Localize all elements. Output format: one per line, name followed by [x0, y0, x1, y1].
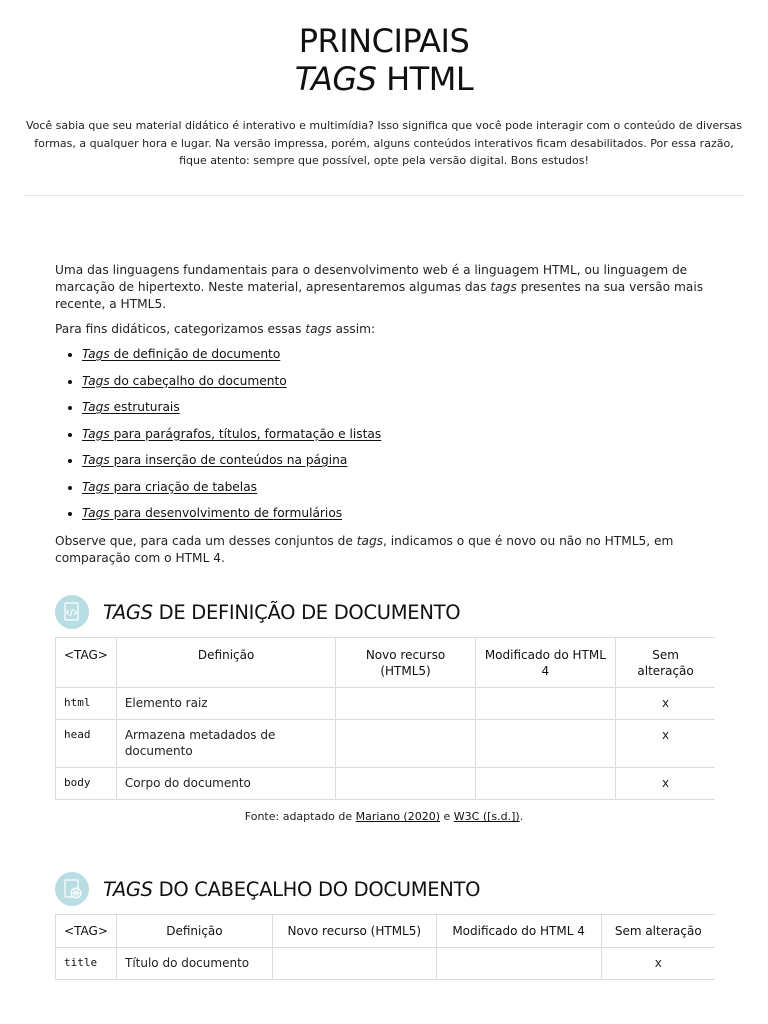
col-header-definicao: Definição [116, 638, 336, 688]
section-heading-cabecalho [55, 872, 480, 906]
source-link-w3c[interactable]: W3C ([s.d.]) [453, 810, 520, 823]
toc-link-italic: Tags [82, 506, 110, 520]
toc-link-italic: Tags [82, 453, 110, 467]
section-heading-definicao [55, 595, 460, 629]
table-header-row [56, 915, 716, 948]
novo-cell [336, 688, 475, 720]
p1-text: Uma das linguagens fundamentais para o desenvolvimento web é a linguagem HTML, ou linguagem de marcação de hipertexto. Neste material, apresentaremos algumas das [55, 263, 688, 294]
col-header-definicao: Definição [116, 915, 272, 948]
title-line-1: PRINCIPAIS [298, 22, 470, 60]
table-row [56, 688, 716, 720]
col-header-tag: <TAG> [56, 915, 117, 948]
tag-cell: html [56, 688, 117, 720]
paragraph-categories [55, 321, 715, 338]
p2-text: Para fins didáticos, categorizamos essas [55, 322, 306, 336]
col-header-sem-alteracao: Sem alteração [601, 915, 715, 948]
toc-link-italic: Tags [82, 479, 110, 494]
col-header-modificado: Modificado do HTML 4 [475, 638, 616, 688]
definition-cell: Armazena metadados de documento [116, 720, 336, 768]
sem-alteracao-cell: x [616, 720, 715, 768]
toc-link-insercao[interactable] [82, 453, 347, 467]
table-row [56, 720, 716, 768]
section-title-italic: TAGS [103, 877, 153, 901]
table-header-row [56, 638, 716, 688]
toc-link-text: para criação de tabelas [109, 479, 258, 494]
toc-link-text: para parágrafos, títulos, formatação e listas [109, 426, 382, 441]
p3-end: , indicamos o que é novo ou não no HTML5, em comparação com o HTML 4. [55, 533, 674, 565]
toc-link-cabecalho[interactable] [82, 374, 287, 388]
title-line-2 [0, 60, 768, 98]
toc-link-tabelas[interactable] [82, 480, 257, 494]
source-link-mariano[interactable]: Mariano (2020) [355, 810, 440, 823]
tag-cell: head [56, 720, 117, 768]
toc-link-formularios[interactable] [82, 506, 342, 520]
divider [24, 195, 744, 196]
table-row [56, 948, 716, 980]
sem-alteracao-cell: x [601, 948, 715, 980]
toc-list [55, 346, 715, 532]
intro-text: Você sabia que seu material didático é interativo e multimídia? Isso significa que você pode interagir com o conteúdo de diversas formas, a qualquer hora e lugar. Na versão impressa, porém, alguns conteúdos interativos ficam desabilitados. Por essa razão, fique atento: sempre que possível, opte pela versão digital. Bons estudos! [25, 119, 743, 167]
toc-link-italic: Tags [82, 347, 110, 361]
modificado-cell [475, 688, 616, 720]
p1-end: presentes na sua versão mais recente, a HTML5. [55, 280, 704, 311]
p3-text: Observe que, para cada um desses conjuntos de [55, 533, 357, 548]
toc-link-italic: Tags [82, 373, 110, 388]
definition-cell: Título do documento [116, 948, 272, 980]
p1-italic: tags [490, 280, 517, 294]
modificado-cell [475, 768, 616, 800]
col-header-novo: Novo recurso (HTML5) [336, 638, 475, 688]
tag-cell: body [56, 768, 117, 800]
sem-alteracao-cell: x [616, 768, 715, 800]
toc-link-text: do cabeçalho do documento [109, 373, 287, 388]
table-row [56, 768, 716, 800]
definition-cell: Elemento raiz [116, 688, 336, 720]
p3-italic: tags [356, 533, 384, 548]
col-header-tag: <TAG> [56, 638, 117, 688]
toc-item [82, 452, 715, 479]
table-source [0, 810, 768, 823]
globe-document-icon [55, 872, 89, 906]
toc-link-text: para inserção de conteúdos na página [109, 453, 348, 467]
col-header-novo: Novo recurso (HTML5) [272, 915, 436, 948]
col-header-modificado: Modificado do HTML 4 [436, 915, 601, 948]
toc-link-paragrafos[interactable] [82, 427, 381, 441]
code-document-icon [55, 595, 89, 629]
toc-link-text: estruturais [109, 400, 180, 414]
toc-item [82, 426, 715, 453]
toc-link-text: para desenvolvimento de formulários [109, 506, 343, 520]
p2-end: assim: [331, 322, 376, 336]
section-title-rest: DE DEFINIÇÃO DE DOCUMENTO [152, 600, 461, 624]
tags-definicao-table [55, 637, 715, 800]
toc-link-italic: Tags [82, 426, 110, 441]
main-content [55, 262, 715, 567]
page-title [0, 0, 768, 98]
toc-item [82, 505, 715, 532]
novo-cell [272, 948, 436, 980]
sem-alteracao-cell: x [616, 688, 715, 720]
toc-link-definicao[interactable] [82, 347, 280, 361]
toc-item [82, 479, 715, 506]
toc-link-italic: Tags [82, 400, 110, 414]
source-end: . [519, 810, 524, 823]
source-mid: e [440, 810, 454, 823]
section-title-italic: TAGS [103, 600, 153, 624]
definition-cell: Corpo do documento [116, 768, 336, 800]
title-italic: TAGS [294, 60, 377, 98]
tags-cabecalho-table [55, 914, 715, 980]
paragraph-intro [55, 262, 715, 313]
modificado-cell [436, 948, 601, 980]
p2-italic: tags [305, 322, 332, 336]
section-title [103, 878, 480, 901]
toc-link-text: de definição de documento [109, 347, 281, 361]
title-rest: HTML [376, 60, 474, 98]
novo-cell [336, 768, 475, 800]
toc-item [82, 373, 715, 400]
col-header-sem-alteracao: Sem alteração [616, 638, 715, 688]
source-prefix: Fonte: adaptado de [244, 810, 356, 823]
toc-item [82, 346, 715, 373]
novo-cell [336, 720, 475, 768]
section-title-rest: DO CABEÇALHO DO DOCUMENTO [152, 877, 481, 901]
tag-cell: title [56, 948, 117, 980]
section-title [103, 601, 460, 624]
paragraph-observe [55, 533, 715, 567]
modificado-cell [475, 720, 616, 768]
toc-link-estruturais[interactable] [82, 400, 180, 414]
toc-item [82, 399, 715, 426]
